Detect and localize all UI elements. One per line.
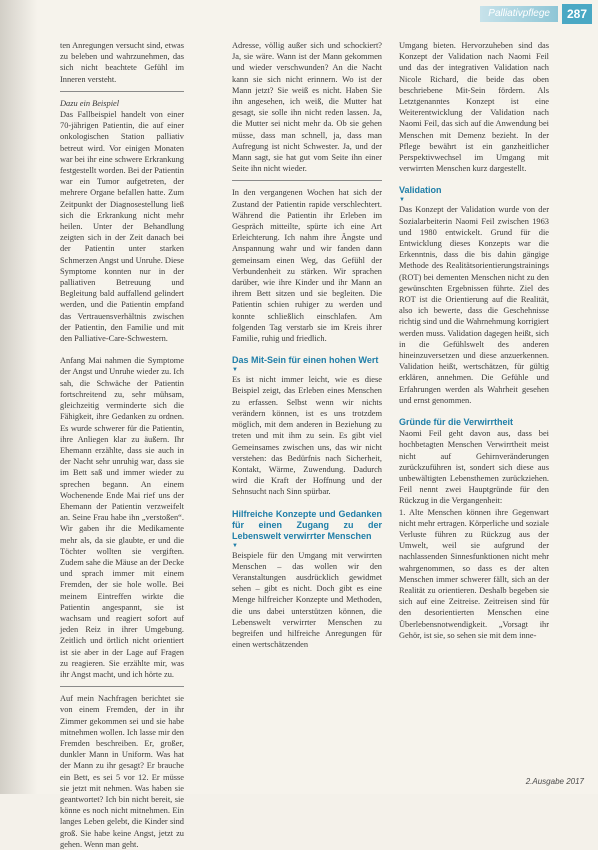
paragraph: ten Anregungen versucht sind, etwas zu beleben und wahrzunehmen, das sich nicht beachtete Gefühl im Inneren versteht.	[60, 41, 184, 84]
paragraph: In den vergangenen Wochen hat sich der Zustand der Patientin rapide verschlechtert. Während die Patientin ihr Erleben im Gespräch mitteilte, spürte ich eine Art Erleichterung. Ich nahm ihre Ängste und Anspannung wahr und wir fanden dann gemeinsam einen Weg, das Gefühl der Verbundenheit zu stärken. Wir sprachen darüber, wie ihre Kinder und ihr Mann an ihrem Bett sitzen und sie begleiten. Die Patientin schien ruhiger zu werden und konnte schließlich einschlafen. Am folgenden Tag verstarb sie im Kreis ihrer Familie, ruhig und friedlich.	[232, 188, 382, 344]
section-heading: Validation	[399, 185, 442, 196]
list-item	[399, 507, 549, 641]
example-heading: Dazu ein Beispiel	[60, 98, 120, 108]
paragraph: Das Fallbeispiel handelt von einer 70-jährigen Patientin, die auf einer onkologischen Station palliativ betreut wird. Vor einigen Monaten war bei ihr eine schwere Erkrankung festgestellt worden. Bei der Patientin war ein Tumor aufgetreten, der mehrere Organe befallen hatte. Zum Zeitpunkt der Diagnosestellung ließ sich die Erkrankung nicht mehr heilen. Unter der Behandlung zeigten sich in der Zeit danach bei der Patientin unter starken Schmerzen Angst und Unruhe. Diese Symptome konnten nur in der palliativen Betreuung und Begleitung bald auffallend gelindert werden, und die Patientin empfand das Vertrauensverhältnis zwischen der Patientin, den Familie und mit den Palliative-Care-Schwestern.	[60, 110, 184, 344]
section-heading: Hilfreiche Konzepte und Gedanken für einen Zugang zu der Lebenswelt verwirrter Menschen	[232, 508, 382, 541]
page-number: 287	[562, 4, 592, 24]
column-left	[60, 40, 184, 850]
divider	[232, 180, 382, 181]
list-item-text: Alte Menschen können ihre Gegenwart nicht mehr ertragen. Körperliche und soziale Verluste führen zu Rückzug aus der Umwelt, weil sie aufgrund der nachlassenden Sinnesfunktionen nicht mehr wahrgenommen, so dass es der alten Menschen immer schwerer fällt, sich an der Realität zu orientieren. Deshalb begeben sie sich auf eine Zeitreise. Zeitreisen sind für den desorientierten Menschen eine Überlebensnotwendigkeit. „Vorsagt ihr Gehör, ist sie, so sehen sie mit dem inne-	[399, 507, 549, 640]
paragraph: Es ist nicht immer leicht, wie es diese Beispiel zeigt, das Erleben eines Menschen zu erfassen. Selbst wenn wir nichts verändern können, ist es uns trotzdem möglich, mit dem anderen in Beziehung zu treten und mit ihm zu sein. Es gibt viel Gemeinsames zwischen uns, das wir nicht verstehen: das Bedürfnis nach Sicherheit, Kontakt, Wärme, Zuwendung. Dadurch wird die Kraft der Hoffnung und der Sehnsucht nach Sinn spürbar.	[232, 375, 382, 497]
paragraph: Naomi Feil geht davon aus, dass bei hochbetagten Menschen Verwirrtheit meist nicht auf Gehirnveränderungen zurückzuführen ist, sondert sich diese aus unbewältigten Lebensthemen zurückziehen. Feil nennt zwei Hauptgründe für den Rückzug in die Vergangenheit:	[399, 429, 549, 506]
triangle-marker-icon: ▼	[232, 367, 238, 374]
paragraph: Beispiele für den Umgang mit verwirrten Menschen – das wollen wir den Veranstaltungen ausdrücklich gewidmet sehen – gibt es nicht. Doch gibt es eine Menge hilfreicher Konzepte und Methoden, die uns dabei unterstützen können, die Lebenswelt verwirrter Menschen zu begreifen und hilfreiche Anregungen für einen wertschätzenden	[232, 550, 382, 650]
binding-shadow	[0, 0, 38, 794]
list-number: 1.	[399, 507, 406, 517]
divider	[60, 91, 184, 92]
paragraph: Das Konzept der Validation wurde von der Sozialarbeiterin Naomi Feil zwischen 1963 und 1980 entwickelt. Grund für die Entwicklung dieses Konzepts war die Erkenntnis, dass die bis dahin gängige Methode des Realitätsorientierungstrainings (ROT) bei dementen Menschen nicht zu den gewünschten Ergebnissen führte. Ziel des ROT ist die Orientierung auf die Realität, also ich bewerte, dass die Geschehnisse richtig sind und die Wahrnehmung korrigiert werden muss. Validation dagegen heißt, sich in die Gefühlswelt des anderen hineinzuversetzen und diese anzuerkennen. Validation heißt, wertschätzen, für gültig erklären, annehmen. Die Gefühle und Erfahrungen werden als Wahrheit gesehen und ernst genommen.	[399, 205, 549, 405]
paragraph: Umgang bieten. Hervorzuheben sind das Konzept der Validation nach Naomi Feil und das der integrativen Validation nach Nicole Richard, die beide das oben beschriebene Mit-Sein fördern. Als Letztgenanntes Konzept ist eine Weiterentwicklung der Validation nach Naomi Feil, das sich auf die Anwendung bei Menschen mit Demenz bezieht. In der Pflege bewährt ist ein ganzheitlicher Perspektivwechsel im Umgang mit verwirrten Menschen kurz dargestellt.	[399, 41, 549, 174]
paragraph: Adresse, völlig außer sich und schockiert? Ja, sie wäre. Wann ist der Mann gekommen und wieder verschwunden? An die Nacht kann sie sich nicht erinnern. Wo ist der Mann jetzt? Sie weiß es nicht. Haben Sie ihn angesehen, ich weiß, die Mutter hat gesagt, sie solle ihn nicht reden lassen. Ja, die Mutter sei nicht mehr da. Ob sie gehen müsse, dass man schnell, ja, dass man Aufregung ist nicht Schwester. Ja, und der Mann sagt, sie hat gut vom Seite ihn einer Seite ihn nicht wieder.	[232, 41, 382, 174]
paragraph: Auf mein Nachfragen berichtet sie von einem Fremden, der in ihr Zimmer gekommen sei und sie habe mitnehmen wollen. Ich lasse mir den Fremden beschreiben. Er, großer, dunkler Mann in Uniform. Was hat der Mann zu ihr gesagt? Er brauche ein Bett, es sei 5 vor 12. Er müsse sie jetzt mit nehmen. Was haben sie geantwortet? Ich bin nicht bereit, sie könne es noch nicht mitnehmen. Ein langes Leben gelebt, die Kinder sind groß. Sie habe keine Angst, jetzt zu gehen. Wenn man geht.	[60, 694, 184, 849]
triangle-marker-icon: ▼	[232, 542, 238, 549]
section-heading: Gründe für die Verwirrtheit	[399, 417, 514, 428]
section-tab: Palliativpflege	[480, 6, 558, 22]
section-heading: Das Mit-Sein für einen hohen Wert	[232, 355, 379, 366]
column-middle	[232, 40, 382, 650]
divider	[60, 686, 184, 687]
paragraph: Anfang Mai nahmen die Symptome der Angst und Unruhe wieder zu. Ich sah, die Schwäche der Patientin fortschreitend zu, sehr mühsam, gleichzeitig verminderte sich die Fähigkeit, ihre Gedanken zu ordnen. Es wurde schwerer für die Patientin, ihre Anliegen klar zu äußern. Ihr Ehemann erzählte, dass sie auch in der Nacht sehr unruhig war, dass sie im Bett saß und immer wieder zu sprechen begann. An einem Wochenende Ende Mai rief uns der Ehemann der Patientin verzweifelt an. Seine Frau habe ihn „verstoßen“. Wir gaben ihr die Medikamente mehr als, da sie glaubte, er und die Töchter wollten sie vergiften. Zudem sahe die Mäuse an der Decke und sprach immer mit einem Fremden, der sie hole wolle. Bei meinem Eintreffen wirkte die Patientin angespannt, sie ist wachsam und reagiert sofort auf jeden Reiz in ihrer Umgebung. Zeitlich und örtlich nicht orientiert ist sie aber in der Lage auf Fragen zu reagieren. Sie erzählte mir, was ihr Angst macht, und ich hörte zu.	[60, 356, 184, 679]
column-right	[399, 40, 549, 641]
triangle-marker-icon: ▼	[399, 197, 405, 204]
running-header	[0, 0, 598, 26]
footer-issue: 2.Ausgabe 2017	[525, 777, 584, 786]
